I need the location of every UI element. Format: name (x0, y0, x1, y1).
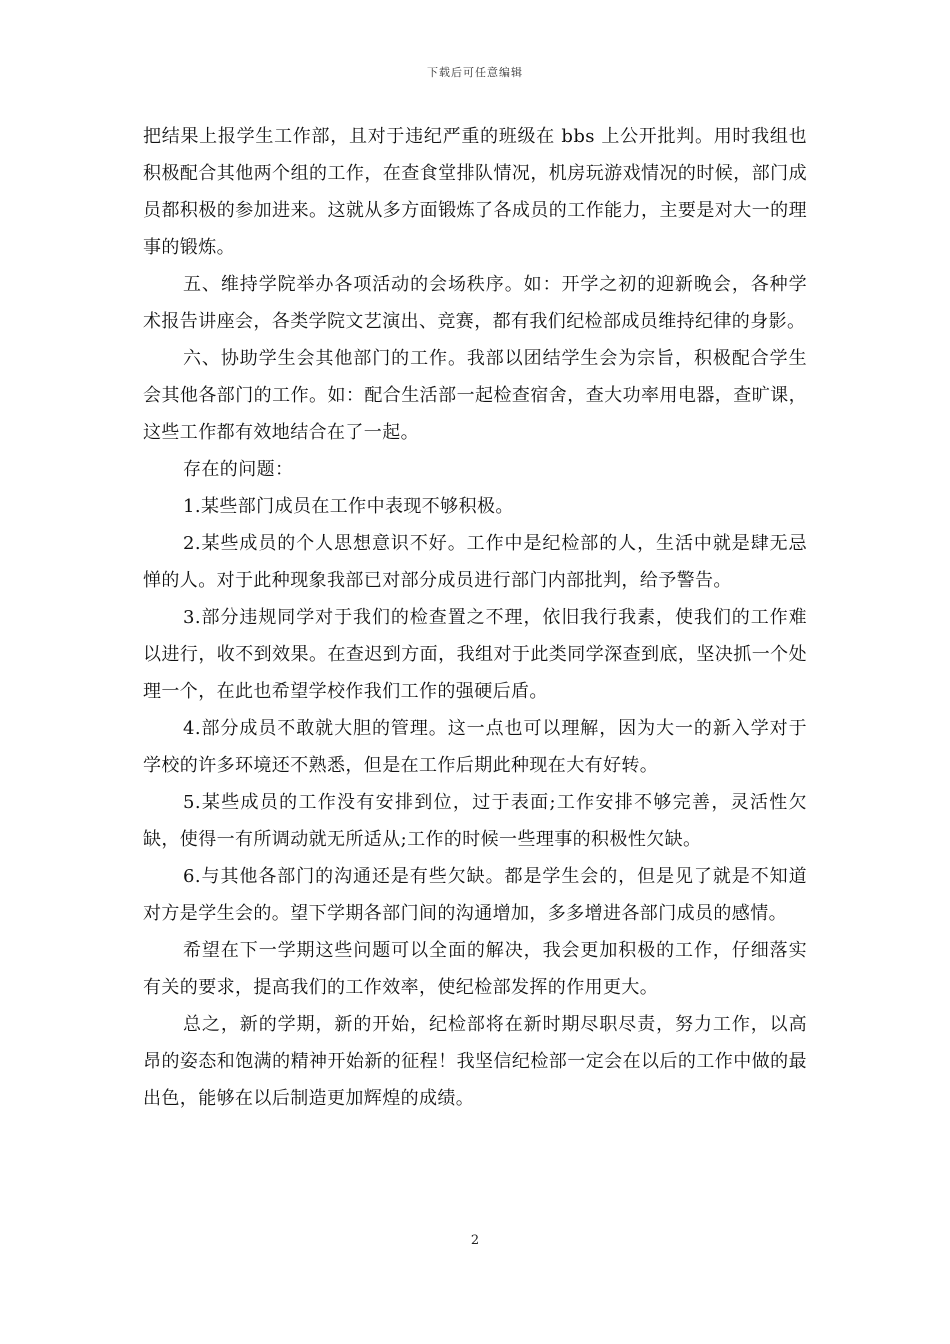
problem-item-1: 1.某些部门成员在工作中表现不够积极。 (183, 496, 514, 517)
problem-item-5: 5.某些成员的工作没有安排到位，过于表面;工作安排不够完善，灵活性欠缺，使得一有所调动就无所适从;工作的时候一些理事的积极性欠缺。 (143, 792, 807, 850)
problem-item-3: 3.部分违规同学对于我们的检查置之不理，依旧我行我素，使我们的工作难以进行，收不到效果。在查迟到方面，我组对于此类同学深查到底，坚决抓一个处理一个，在此也希望学校作我们工作的强硬后盾。 (143, 607, 807, 702)
document-body (143, 118, 807, 1117)
problem-item-2: 2.某些成员的个人思想意识不好。工作中是纪检部的人，生活中就是肆无忌惮的人。对于此种现象我部已对部分成员进行部门内部批判，给予警告。 (143, 533, 807, 591)
paragraph-hope: 希望在下一学期这些问题可以全面的解决，我会更加积极的工作，仔细落实有关的要求，提高我们的工作效率，使纪检部发挥的作用更大。 (143, 940, 807, 998)
paragraph-conclusion: 总之，新的学期，新的开始，纪检部将在新时期尽职尽责，努力工作，以高昂的姿态和饱满的精神开始新的征程！我坚信纪检部一定会在以后的工作中做的最出色，能够在以后制造更加辉煌的成绩。 (143, 1014, 807, 1109)
paragraph-item-six: 六、协助学生会其他部门的工作。我部以团结学生会为宗旨，积极配合学生会其他各部门的工作。如：配合生活部一起检查宿舍，查大功率用电器，查旷课，这些工作都有效地结合在了一起。 (143, 348, 807, 443)
page-number: 2 (470, 1233, 480, 1248)
paragraph-item-five: 五、维持学院举办各项活动的会场秩序。如：开学之初的迎新晚会，各种学术报告讲座会，各类学院文艺演出、竞赛，都有我们纪检部成员维持纪律的身影。 (143, 274, 807, 332)
problems-heading: 存在的问题： (183, 459, 294, 480)
paragraph-continued: 把结果上报学生工作部，且对于违纪严重的班级在 bbs 上公开批判。用时我组也积极配合其他两个组的工作，在查食堂排队情况，机房玩游戏情况的时候，部门成员都积极的参加进来。这就从多方面锻炼了各成员的工作能力，主要是对大一的理事的锻炼。 (143, 126, 807, 258)
problem-item-6: 6.与其他各部门的沟通还是有些欠缺。都是学生会的，但是见了就是不知道对方是学生会的。望下学期各部门间的沟通增加，多多增进各部门成员的感情。 (143, 866, 807, 924)
problem-item-4: 4.部分成员不敢就大胆的管理。这一点也可以理解，因为大一的新入学对于学校的许多环境还不熟悉，但是在工作后期此种现在大有好转。 (143, 718, 807, 776)
page-header-note: 下载后可任意编辑 (427, 66, 523, 79)
